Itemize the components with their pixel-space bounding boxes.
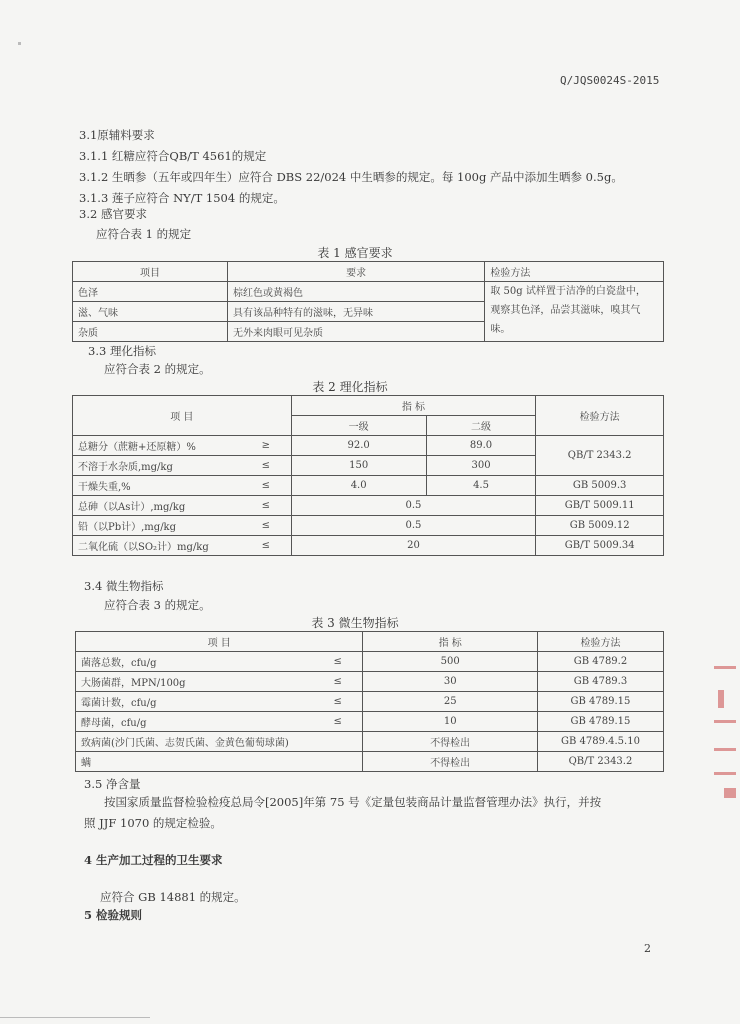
table-row: 总糖分（蔗糖+还原糖）% ≥ 92.0 89.0 QB/T 2343.2 [73, 436, 664, 456]
table-row: 干燥失重,% ≤ 4.0 4.5 GB 5009.3 [73, 476, 664, 496]
t1-method-cell: 取 50g 试样置于洁净的白瓷盘中， 观察其色泽，品尝其滋味，嗅其气 味。 [485, 282, 664, 342]
document-code: Q/JQS0024S-2015 [560, 74, 660, 87]
microbial-table [75, 631, 664, 772]
table-row: 铅（以Pb计）,mg/kg ≤ 0.5 GB 5009.12 [73, 516, 664, 536]
t1-header-requirement: 要求 [228, 262, 485, 282]
table1-caption: 表 1 感官要求 [317, 246, 393, 260]
section-3-1-2: 3.1.2 生晒参（五年或四年生）应符合 DBS 22/024 中生晒参的规定。每 100g 产品中添加生晒参 0.5g。 [79, 170, 623, 184]
sensory-table [72, 261, 664, 342]
section-3-3: 3.3 理化指标 [88, 344, 156, 358]
t2-merged-method: QB/T 2343.2 [536, 436, 664, 476]
page-number: 2 [644, 942, 651, 955]
table-row: 大肠菌群，MPN/100g ≤ 30 GB 4789.3 [76, 672, 664, 692]
section-4-heading: 4 生产加工过程的卫生要求 [84, 853, 223, 867]
section-3-1: 3.1原辅料要求 [79, 128, 155, 142]
table-row: 滋、气味 具有该品种特有的滋味，无异味 [73, 302, 664, 322]
table-row: 菌落总数，cfu/g ≤ 500 GB 4789.2 [76, 652, 664, 672]
t2-header-index: 指 标 [291, 396, 536, 416]
t2-header-grade2: 二级 [426, 416, 536, 436]
table-row: 杂质 无外来肉眼可见杂质 [73, 322, 664, 342]
section-3-1-1: 3.1.1 红糖应符合QB/T 4561的规定 [79, 149, 267, 163]
t2-header-item: 项 目 [73, 396, 292, 436]
section-3-2: 3.2 感官要求 [79, 207, 147, 221]
t3-header-method: 检验方法 [537, 632, 663, 652]
section-3-1-3: 3.1.3 莲子应符合 NY/T 1504 的规定。 [79, 191, 285, 205]
table-row: 霉菌计数，cfu/g ≤ 25 GB 4789.15 [76, 692, 664, 712]
physicochemical-table [72, 395, 664, 556]
seal-fragment [714, 666, 736, 669]
scan-edge [0, 1017, 150, 1018]
section-3-4-text: 应符合表 3 的规定。 [104, 598, 211, 612]
t3-header-item: 项 目 [76, 632, 363, 652]
t1-header-item: 项目 [73, 262, 228, 282]
t2-header-grade1: 一级 [291, 416, 426, 436]
section-3-5-text-2: 照 JJF 1070 的规定检验。 [84, 816, 222, 830]
t3-header-index: 指 标 [363, 632, 537, 652]
t2-header-method: 检验方法 [536, 396, 664, 436]
table-row: 不溶于水杂质,mg/kg ≤ 150 300 [73, 456, 664, 476]
section-3-2-text: 应符合表 1 的规定 [96, 227, 192, 241]
table3-caption: 表 3 微生物指标 [311, 616, 399, 630]
section-4-text: 应符合 GB 14881 的规定。 [100, 890, 246, 904]
section-3-5-text-1: 按国家质量监督检验检疫总局令[2005]年第 75 号《定量包装商品计量监督管理办法》执行，并按 [104, 795, 602, 809]
table-row: 总砷（以As计）,mg/kg ≤ 0.5 GB/T 5009.11 [73, 496, 664, 516]
table-row: 色泽 棕红色或黄褐色 取 50g 试样置于洁净的白瓷盘中， 观察其色泽，品尝其滋味，嗅其气 味。 [73, 282, 664, 302]
section-3-4: 3.4 微生物指标 [84, 579, 164, 593]
table-row: 致病菌(沙门氏菌、志贺氏菌、金黄色葡萄球菌) 不得检出 GB 4789.4.5.10 [76, 732, 664, 752]
t1-header-method: 检验方法 [485, 262, 664, 282]
section-5-heading: 5 检验规则 [84, 908, 143, 922]
table2-caption: 表 2 理化指标 [312, 380, 388, 394]
section-3-3-text: 应符合表 2 的规定。 [104, 362, 211, 376]
table-row: 螨 不得检出 QB/T 2343.2 [76, 752, 664, 772]
section-3-5: 3.5 净含量 [84, 777, 141, 791]
table-row: 酵母菌，cfu/g ≤ 10 GB 4789.15 [76, 712, 664, 732]
table-row: 二氧化硫（以SO₂计）mg/kg ≤ 20 GB/T 5009.34 [73, 536, 664, 556]
